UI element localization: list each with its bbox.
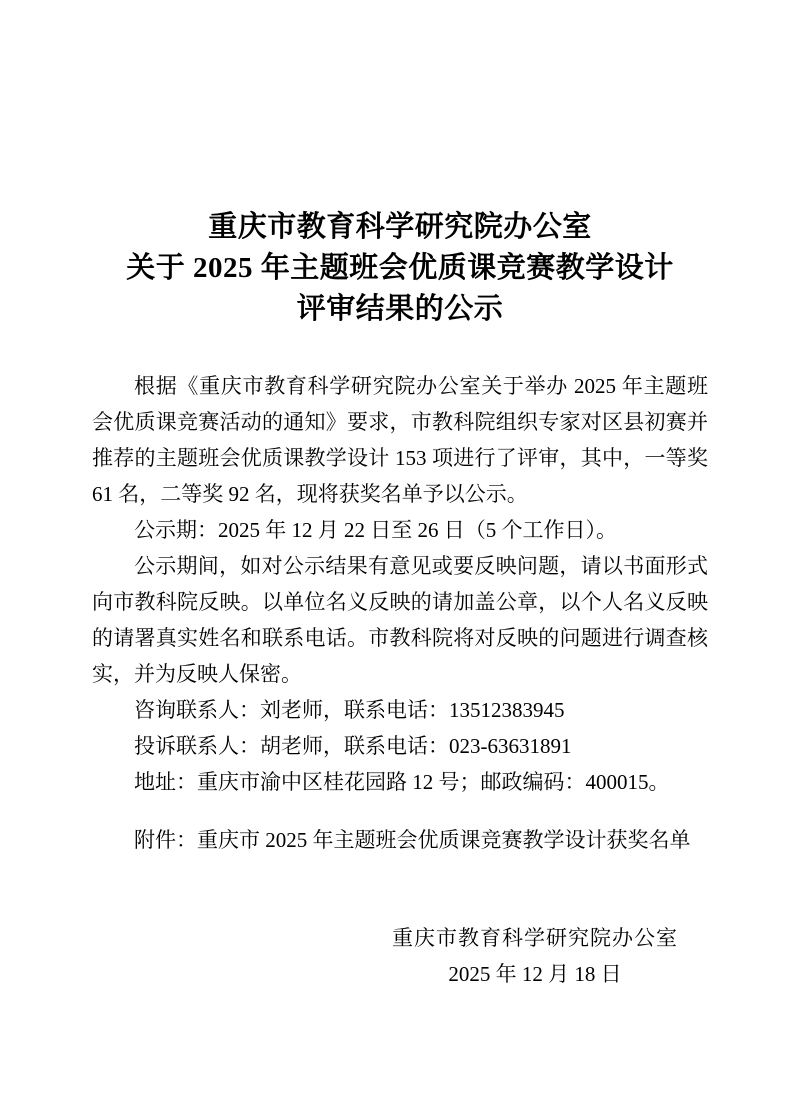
title-line-3: 评审结果的公示 (296, 293, 504, 325)
contact-line-inquiry: 咨询联系人：刘老师，联系电话：13512383945 (134, 698, 565, 722)
title-line-2: 关于 2025 年主题班会优质课竞赛教学设计 (126, 252, 674, 284)
paragraph-publicity-period: 公示期：2025 年 12 月 22 日至 26 日（5 个工作日）。 (134, 518, 617, 542)
contact-line-complaint: 投诉联系人：胡老师，联系电话：023-63631891 (134, 734, 572, 758)
document-content (92, 0, 708, 992)
signature-block (392, 920, 678, 992)
signature-date: 2025 年 12 月 18 日 (448, 962, 622, 986)
signature-organization: 重庆市教育科学研究院办公室 (392, 926, 678, 950)
title-line-1: 重庆市教育科学研究院办公室 (208, 211, 592, 243)
contact-line-address: 地址：重庆市渝中区桂花园路 12 号；邮政编码：400015。 (134, 770, 670, 794)
attachment-line: 附件：重庆市 2025 年主题班会优质课竞赛教学设计获奖名单 (134, 828, 691, 852)
paragraph-basis: 根据《重庆市教育科学研究院办公室关于举办 2025 年主题班会优质课竞赛活动的通知》要求，市教科院组织专家对区县初赛并推荐的主题班会优质课教学设计 153 项进行了评审，其中，一等奖 61 名，二等奖 92 名，现将获奖名单予以公示。 (92, 374, 708, 506)
document-title (92, 207, 708, 330)
paragraph-feedback-instructions: 公示期间，如对公示结果有意见或要反映问题，请以书面形式向市教科院反映。以单位名义反映的请加盖公章，以个人名义反映的请署真实姓名和联系电话。市教科院将对反映的问题进行调查核实，并为反映人保密。 (92, 554, 708, 686)
contact-block (92, 692, 708, 800)
